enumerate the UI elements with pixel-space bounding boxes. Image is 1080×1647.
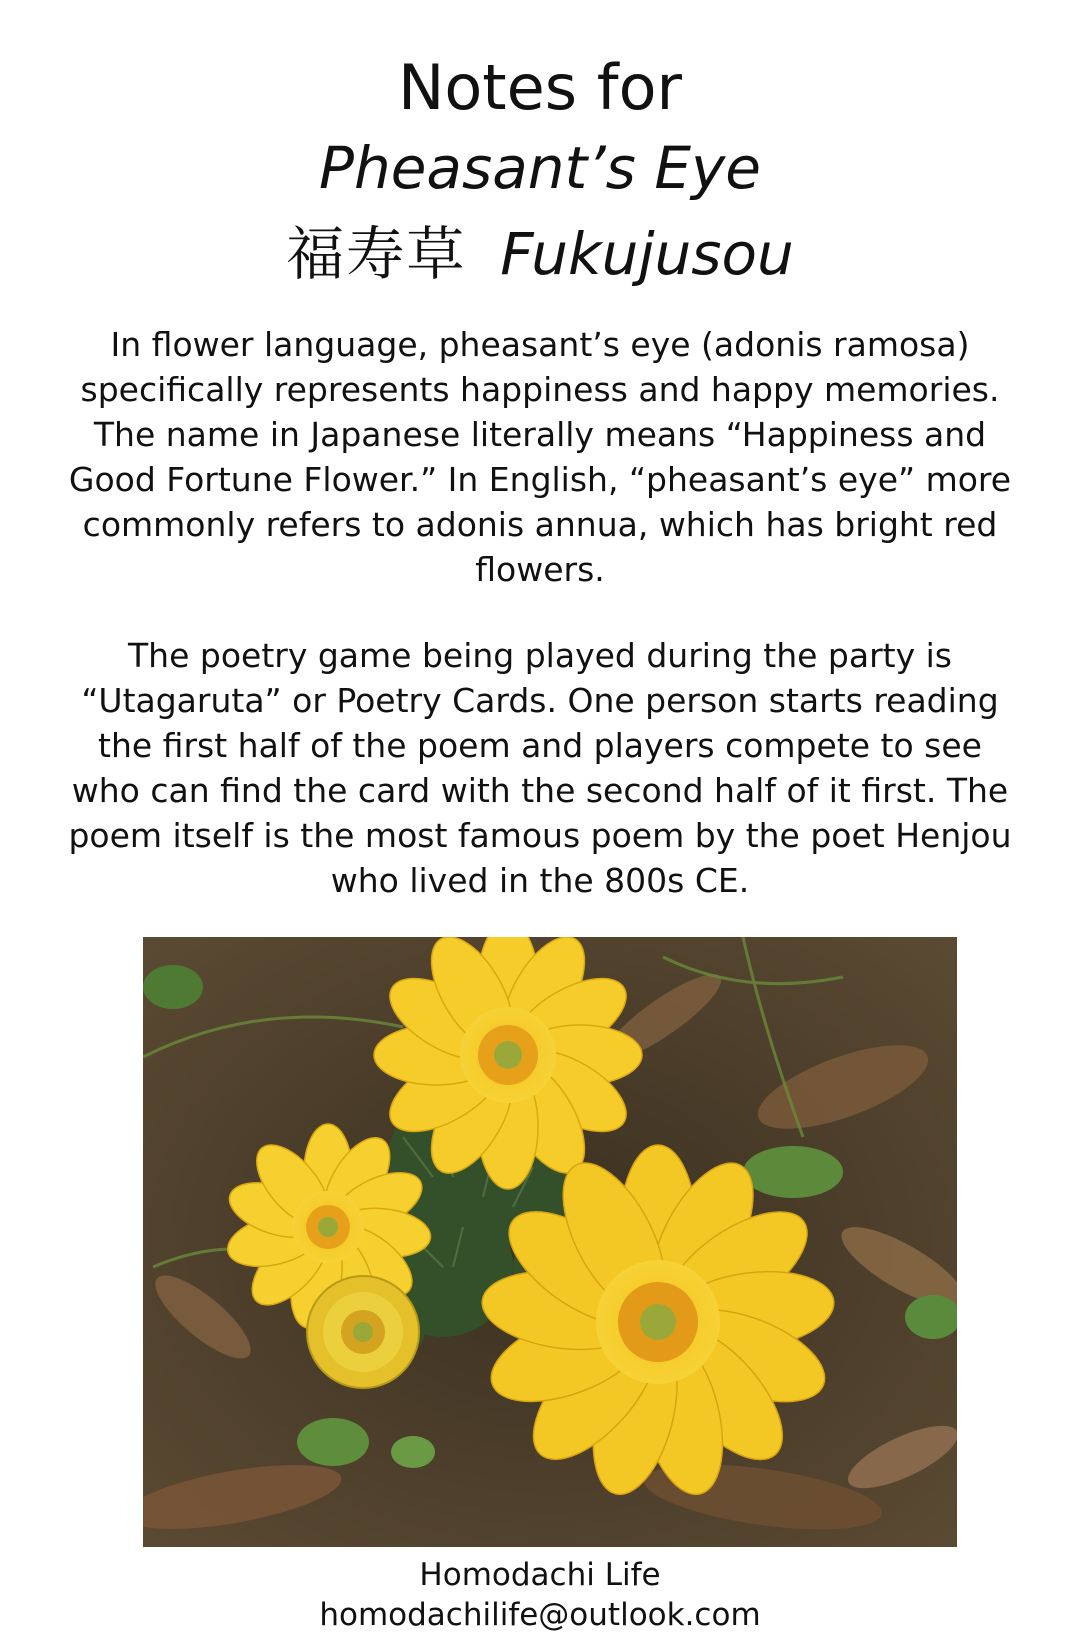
title-line-1: Notes for bbox=[397, 51, 683, 124]
title-romaji: Fukujusou bbox=[500, 220, 794, 288]
title-line-3 bbox=[0, 214, 1080, 294]
title-kanji: 福寿草 bbox=[286, 220, 467, 288]
paragraph-flower-language: In flower language, pheasant’s eye (adonis ramosa) specifically represents happiness and happy memories. The name in Japanese literally means “Happiness and Good Fortune Flower.” In English, “pheasant’s eye” more commonly refers to adonis annua, which has bright red flowers. bbox=[68, 325, 1012, 589]
footer-name: Homodachi Life bbox=[419, 1557, 661, 1593]
paragraph-poetry-game: The poetry game being played during the party is “Utagaruta” or Poetry Cards. One person starts reading the first half of the poem and players compete to see who can find the card with the second half of it first. The poem itself is the most famous poem by the poet Henjou who lived in the 800s CE. bbox=[68, 636, 1012, 900]
title-line-2: Pheasant’s Eye bbox=[319, 134, 761, 202]
footer-email: homodachilife@outlook.com bbox=[319, 1597, 761, 1633]
pheasants-eye-photo bbox=[143, 937, 957, 1547]
